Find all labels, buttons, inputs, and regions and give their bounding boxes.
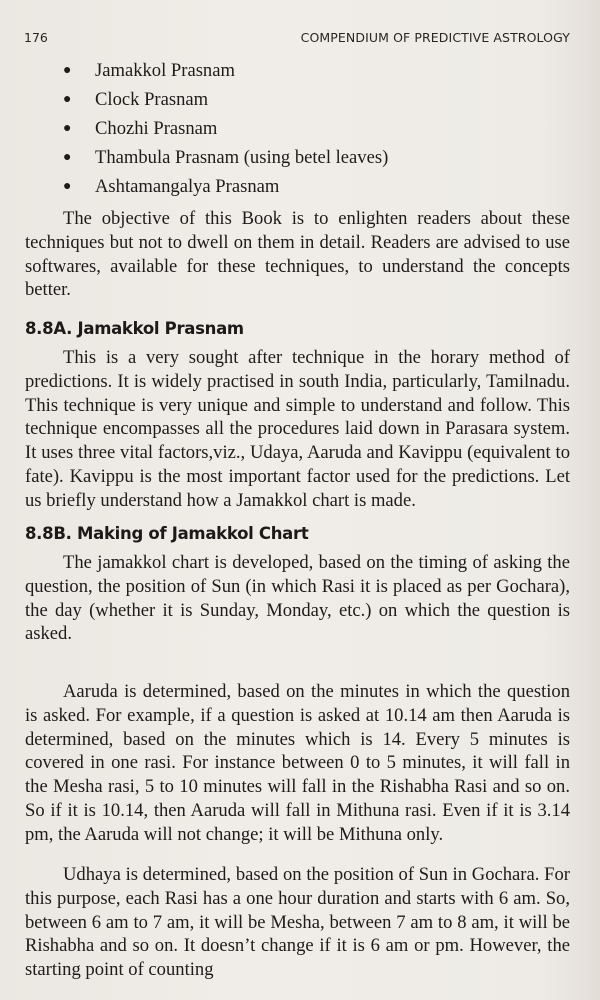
list-item: ● Clock Prasnam xyxy=(60,85,388,114)
list-item: ● Thambula Prasnam (using betel leaves) xyxy=(60,143,388,172)
page-number: 176 xyxy=(24,30,48,45)
bullet-icon: ● xyxy=(63,121,72,136)
running-title: COMPENDIUM OF PREDICTIVE ASTROLOGY xyxy=(300,30,570,45)
list-item: ● Chozhi Prasnam xyxy=(60,114,388,143)
section-heading-jamakkol-prasnam: 8.8A. Jamakkol Prasnam xyxy=(25,319,244,338)
paragraph-chart-development: The jamakkol chart is developed, based on the timing of asking the question, the position of Sun (in which Rasi it is placed as per Gochara), the day (whether it is Sunday, Monday, etc.) on which the question is asked. xyxy=(25,552,570,645)
running-header xyxy=(24,30,570,48)
bullet-icon: ● xyxy=(63,92,72,107)
paragraph-jamakkol-intro: This is a very sought after technique in the horary method of predictions. It is widely practised in south India, particularly, Tamilnadu. This technique is very unique and simple to understand and follow. This technique encompasses all the procedures laid down in Parasara system. It uses three vital factors,viz., Udaya, Aaruda and Kavippu (equivalent to fate). Kavippu is the most important factor used for the predictions. Let us briefly understand how a Jamakkol chart is made. xyxy=(25,347,570,511)
bullet-icon: ● xyxy=(63,150,72,165)
paragraph-aaruda: Aaruda is determined, based on the minutes in which the question is asked. For example, if a question is asked at 10.14 am then Aaruda is determined, based on the minutes which is 14. Every 5 minutes is covered in one rasi. For instance between 0 to 5 minutes, it will fall in the Mesha rasi, 5 to 10 minutes will fall in the Rishabha Rasi and so on. So if it is 10.14, then Aaruda will fall in Mithuna rasi. Even if it is 3.14 pm, the Aaruda will not change; it will be Mithuna only. xyxy=(25,681,570,845)
intro-paragraph: The objective of this Book is to enlighten readers about these techniques but not to dwell on them in detail. Readers are advised to use softwares, available for these techniques, to understand the concepts better. xyxy=(25,208,570,301)
list-item: ● Ashtamangalya Prasnam xyxy=(60,172,388,201)
bullet-icon: ● xyxy=(63,179,72,194)
bullet-icon: ● xyxy=(63,63,72,78)
section-heading-making-chart: 8.8B. Making of Jamakkol Chart xyxy=(25,524,309,543)
paragraph-udhaya: Udhaya is determined, based on the position of Sun in Gochara. For this purpose, each Rasi has a one hour duration and starts with 6 am. So, between 6 am to 7 am, it will be Mesha, between 7 am to 8 am, it will be Rishabha and so on. It doesn’t change if it is 6 am or pm. However, the starting point of counting xyxy=(25,864,570,981)
technique-list xyxy=(60,56,388,201)
list-item: ● Jamakkol Prasnam xyxy=(60,56,388,85)
